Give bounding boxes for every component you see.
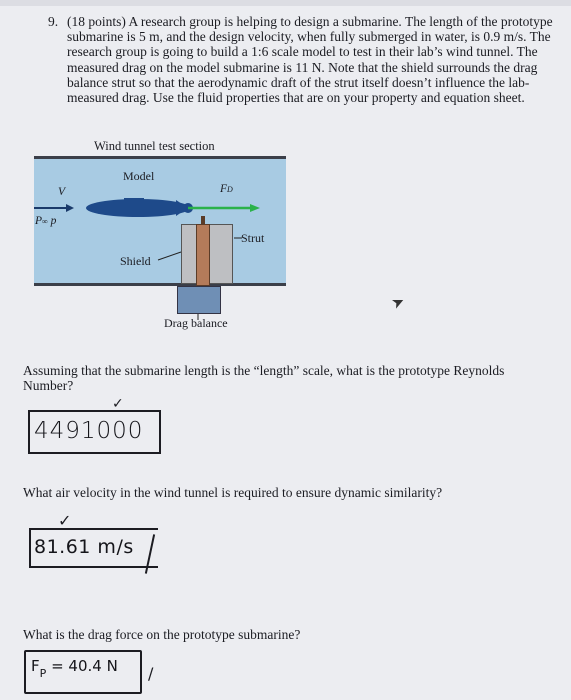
problem-text: (18 points) A research group is helping to design a submarine. The length of the prototype submarine is 5 m, and the design velocity, when fully submerged in water, is 0.9 m/s. The research group is going to build a 1:6 scale model to test in their lab’s wind tunnel. The measured drag on the model submarine is 11 N. Note that the shield surrounds the drag balance strut so that the aerodynamic draft of the strut itself doesn’t influence the lab-measured drag. Use the fluid properties that are on your property and equation sheet. [67, 14, 553, 106]
answer-air-velocity: 81.61 m/s [34, 536, 134, 558]
diagram-title: Wind tunnel test section [94, 139, 215, 153]
drag-force-arrowhead [250, 204, 260, 212]
drag-balance [177, 286, 221, 314]
answer-reynolds: 4491000 [34, 418, 144, 444]
check-mark-icon: ✓ [58, 511, 72, 530]
velocity-arrowhead [66, 204, 74, 212]
question-drag-force: What is the drag force on the prototype submarine? [23, 627, 301, 642]
wind-tunnel-diagram [28, 138, 298, 338]
velocity-label: V [58, 186, 66, 198]
drag-balance-label: Drag balance [164, 316, 228, 330]
strut [196, 224, 210, 286]
strut-label: Strut [241, 231, 265, 245]
shield-label: Shield [120, 254, 151, 268]
submarine-tower [124, 198, 144, 206]
slash-mark-icon: / [148, 664, 154, 683]
question-reynolds: Assuming that the submarine length is the “length” scale, what is the prototype Reynolds Number? [23, 363, 505, 394]
question-air-velocity: What air velocity in the wind tunnel is required to ensure dynamic similarity? [23, 485, 443, 500]
pressure-label: P∞ p [35, 215, 57, 227]
page-top-edge [0, 0, 571, 6]
shield-leader [158, 252, 181, 260]
problem-statement [67, 14, 557, 105]
check-mark-icon: ✓ [112, 396, 124, 412]
model-label: Model [123, 169, 155, 183]
problem-number: 9. [48, 14, 59, 29]
drag-force-label: FD [220, 183, 233, 195]
answer-drag-force: $F_P = 40.4$ N [31, 657, 118, 680]
mouse-cursor-icon: ➤ [389, 293, 408, 313]
